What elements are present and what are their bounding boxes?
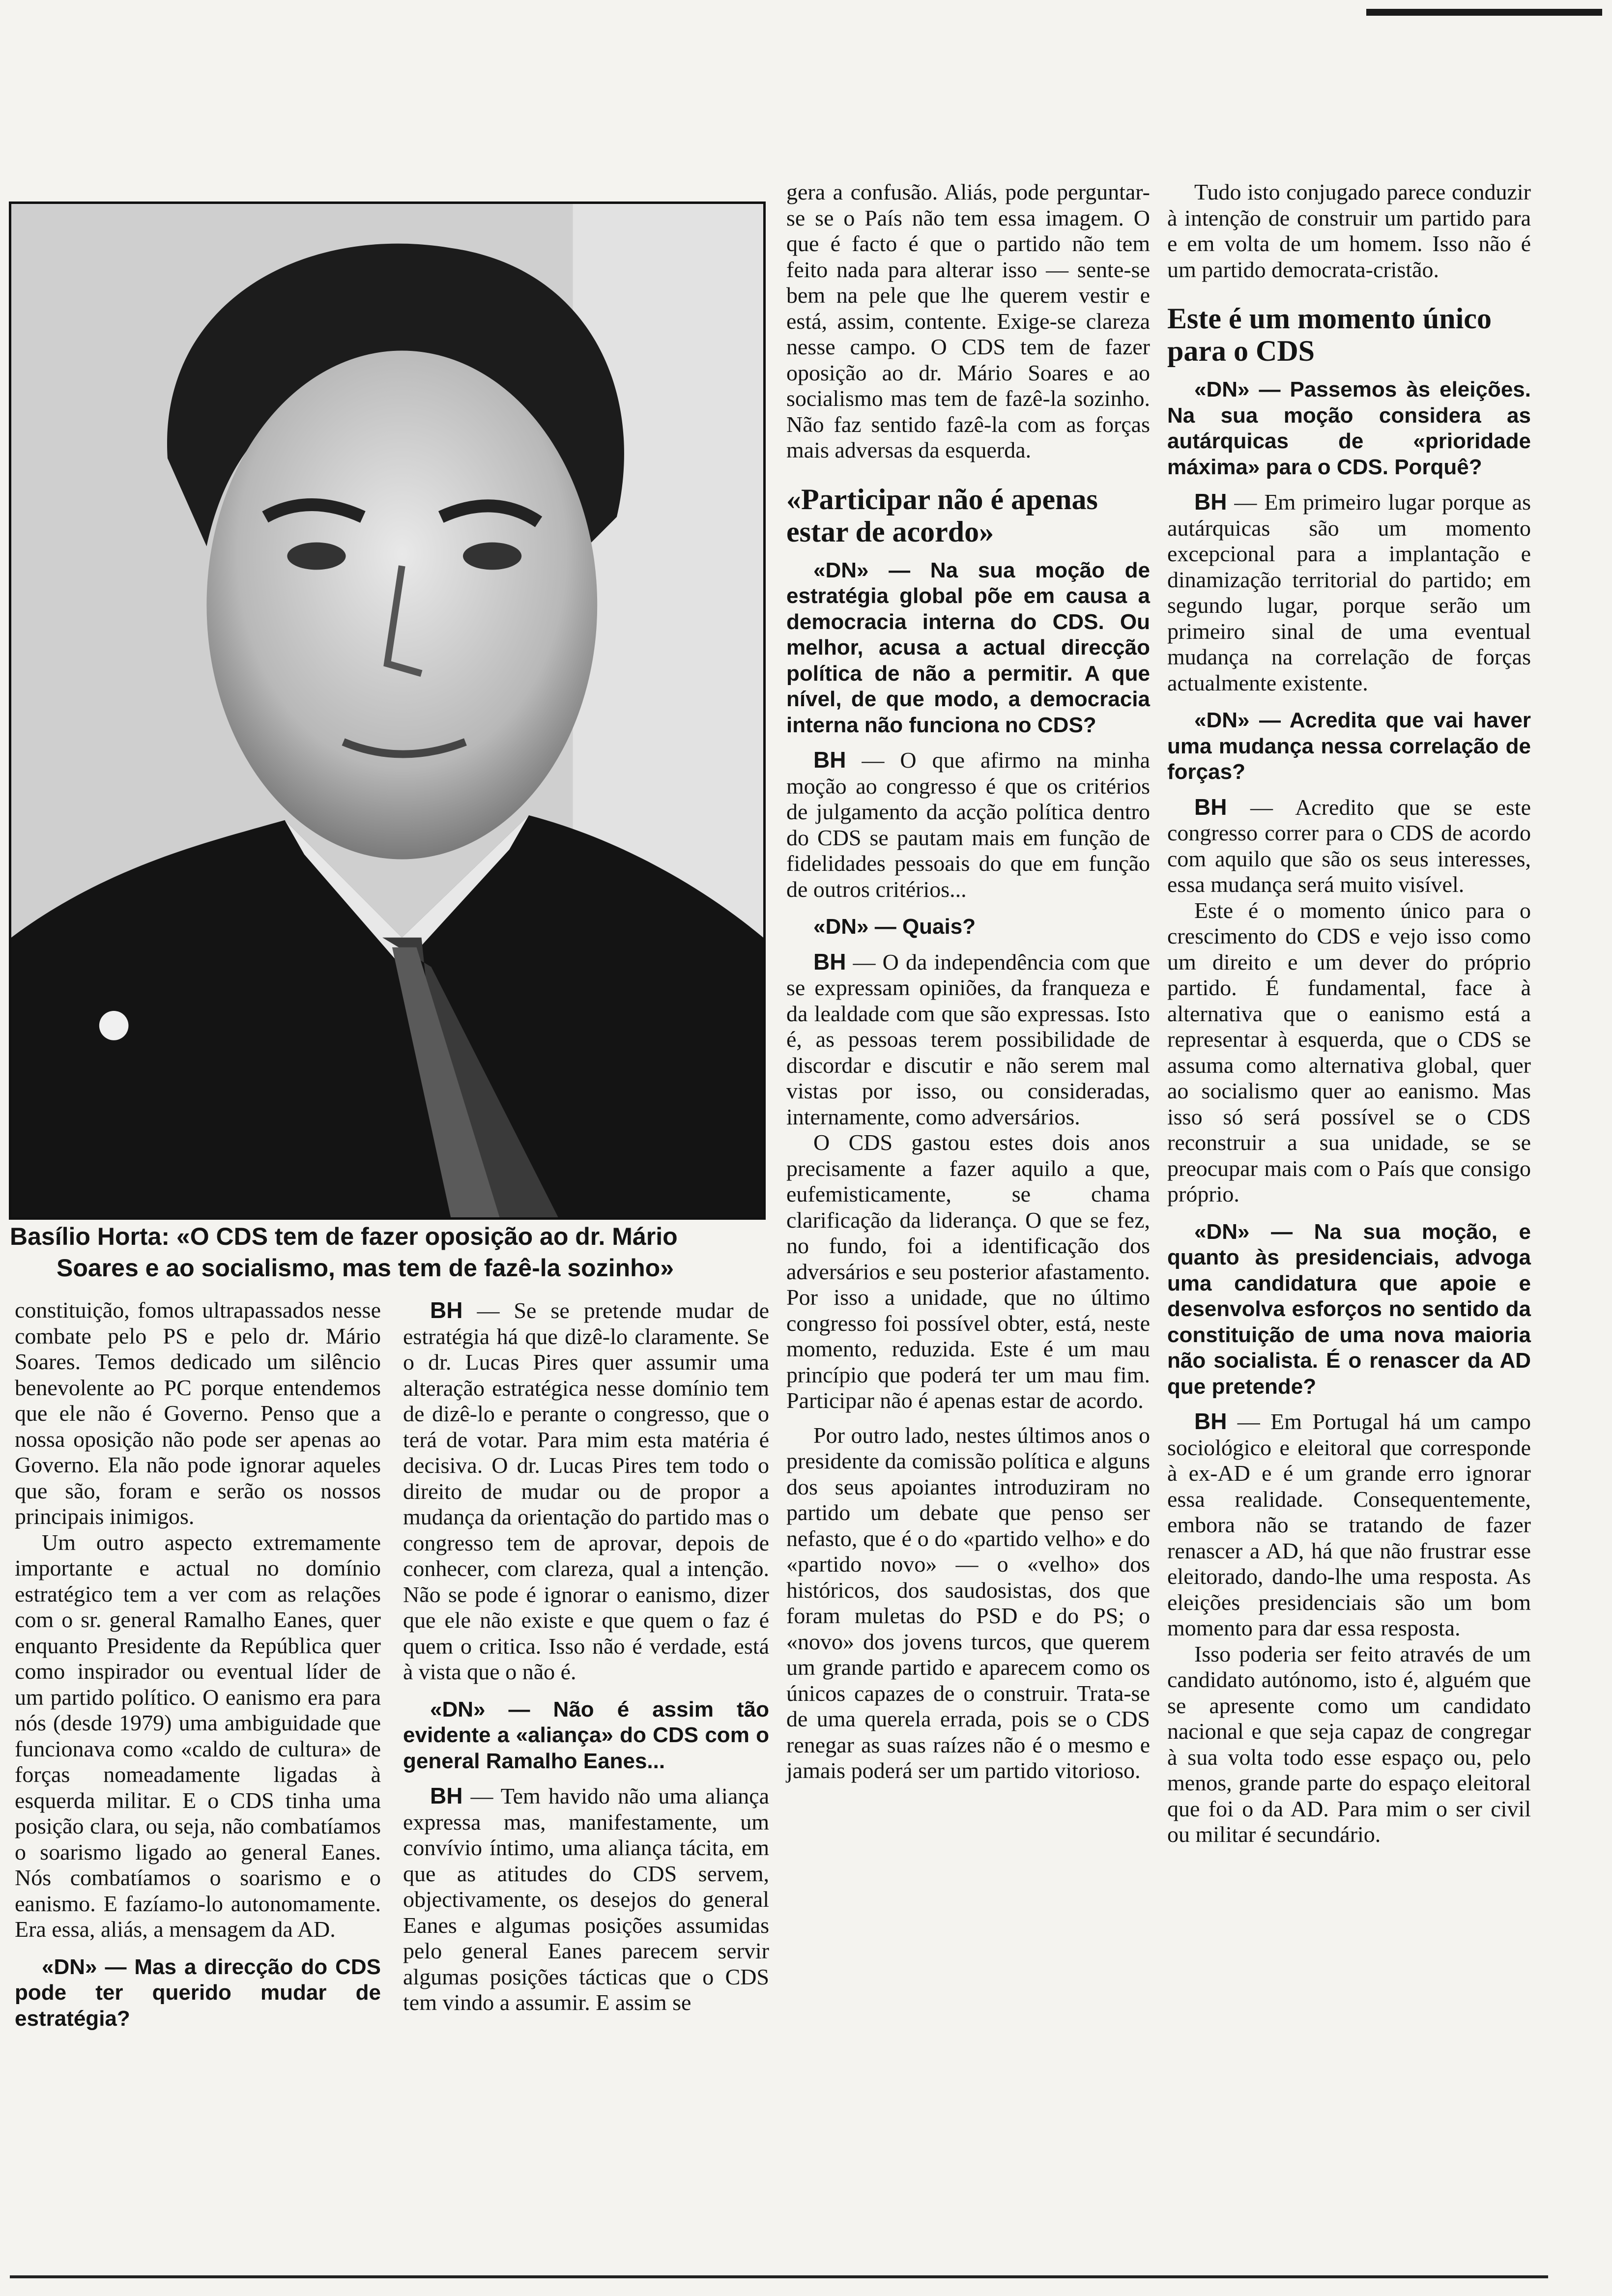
answer-text: — O que afirmo na minha moção ao congresso é que os critérios de julgamento da acção política dentro do CDS se pautam mais em função de fidelidades pessoais do que em função de outros critérios... [786, 747, 1150, 902]
paragraph: gera a confusão. Aliás, pode perguntar-se se o País não tem essa imagem. O que é facto é que o partido não tem feito nada para alterar isso — sente-se bem na pele que lhe querem vestir e está, assim, contente. Exige-se clareza nesse campo. O CDS tem de fazer oposição ao dr. Mário Soares e ao socialismo mas tem de fazê-la sozinho. Não faz sentido fazê-la com as forças mais adversas da esquerda. [786, 179, 1150, 462]
section-heading: Este é um momento único para o CDS [1167, 302, 1492, 367]
caption-line-2: Soares e ao socialismo, mas tem de fazê-la sozinho» [57, 1254, 674, 1282]
interview-answer [786, 747, 1150, 902]
top-rule [1366, 9, 1602, 16]
paragraph: O CDS gastou estes dois anos precisamente a fazer aquilo a que, eufemisticamente, se chama clarificação da liderança. O que se fez, no fundo, foi a identificação dos adversários e seu posterior afastamento. Por isso a unidade, que no último congresso foi possível obter, está, neste momento, reduzida. Este é um mau princípio que poderá ter um mau fim. Participar não é apenas estar de acordo. [786, 1130, 1150, 1413]
interview-answer [403, 1783, 769, 2016]
interview-answer [1167, 1408, 1531, 1641]
speaker-label: BH [813, 747, 846, 773]
interview-question: «DN» — Quais? [813, 915, 976, 939]
interview-question: «DN» — Acredita que vai haver uma mudança nessa correlação de forças? [1167, 708, 1531, 784]
interview-question: «DN» — Na sua moção, e quanto às presidenciais, advoga uma candidatura que apoie e desenvolva esforços no sentido da constituição de uma nova maioria não socialista. É o renascer da AD que pretende? [1167, 1219, 1531, 1399]
paragraph: constituição, fomos ultrapassados nesse combate pelo PS e pelo dr. Mário Soares. Temos dedicado um silêncio benevolente ao PC porque entendemos que ele não é Governo. Penso que a nossa oposição não pode ser apenas ao Governo. Ela não pode ignorar aqueles que são, foram e serão os nossos principais inimigos. [15, 1297, 381, 1529]
portrait-illustration [11, 204, 763, 1217]
interview-answer [1167, 489, 1531, 696]
bottom-rule [10, 2275, 1548, 2278]
answer-text: — Em primeiro lugar porque as autárquicas são um momento excepcional para a implantação e dinamização territorial do partido; em segundo lugar, porque serão um primeiro sinal de uma eventual mudança na correlação de forças actualmente existente. [1167, 489, 1531, 695]
paragraph: Isso poderia ser feito através de um candidato autónomo, isto é, alguém que se apresente como um candidato nacional e que seja capaz de congregar à sua volta todo esse espaço ou, pelo menos, grande parte do espaço eleitoral que foi o da AD. Para mim o ser civil ou militar é secundário. [1167, 1641, 1531, 1847]
column-1 [15, 1297, 381, 2032]
speaker-label: BH [430, 1297, 463, 1323]
answer-text: — O da independência com que se expressam opiniões, da franqueza e da lealdade com que são expressas. Isto é, as pessoas terem possibilidade de discordar e discutir e não serem mal vistas por isso, ou consideradas, internamente, como adversários. [786, 949, 1150, 1129]
paragraph: Um outro aspecto extremamente importante e actual no domínio estratégico tem a ver com as relações com o sr. general Ramalho Eanes, quer enquanto Presidente da República quer como inspirador ou eventual líder de um partido político. O eanismo era para nós (desde 1979) uma ambiguidade que funcionava como «caldo de cultura» de forças nomeadamente ligadas à esquerda militar. E o CDS tinha uma posição clara, ou seja, não combatíamos o soarismo ligado ao general Eanes. Nós combatíamos o soarismo e o eanismo. E fazíamo-lo autonomamente. Era essa, aliás, a mensagem da AD. [15, 1529, 381, 1942]
interview-answer [1167, 794, 1531, 898]
answer-text: — Acredito que se este congresso correr para o CDS de acordo com aquilo que são os seus interesses, essa mudança será muito visível. [1167, 794, 1531, 897]
paragraph: Por outro lado, nestes últimos anos o presidente da comissão política e alguns dos seus apoiantes introduziram no partido um debate que penso ser nefasto, que é o do «partido velho» e do «partido novo» — o «velho» dos históricos, dos saudosistas, dos que foram muletas do PSD e do PS; o «novo» dos jovens turcos, que querem um grande partido e aparecem como os únicos capazes de o construir. Trata-se de uma querela errada, pois se o CDS renegar as suas raízes não é o mesmo e jamais poderá ser um partido vitorioso. [786, 1422, 1150, 1783]
speaker-label: BH [1194, 1408, 1227, 1434]
interview-answer [403, 1297, 769, 1685]
column-3 [786, 179, 1150, 1784]
answer-text: — Tem havido não uma aliança expressa mas, manifestamente, um convívio íntimo, uma aliança tácita, em que as atitudes do CDS servem, objectivamente, os desejos do general Eanes e algumas posições assumidas pelo general Eanes parecem servir algumas posições tácticas que o CDS tem vindo a assumir. E assim se [403, 1783, 769, 2015]
speaker-label: BH [1194, 794, 1227, 820]
paragraph: Tudo isto conjugado parece conduzir à intenção de construir um partido para e em volta de um homem. Isso não é um partido democrata-cristão. [1167, 179, 1531, 282]
interview-question: «DN» — Mas a direcção do CDS pode ter querido mudar de estratégia? [15, 1954, 381, 2031]
interview-question: «DN» — Não é assim tão evidente a «aliança» do CDS com o general Ramalho Eanes... [403, 1697, 769, 1773]
column-4 [1167, 179, 1531, 1848]
speaker-label: BH [1194, 489, 1227, 515]
answer-text: — Se se pretende mudar de estratégia há que dizê-lo claramente. Se o dr. Lucas Pires quer assumir uma alteração estratégica nesse domínio tem de dizê-lo e perante o congresso, que o terá de votar. Para mim esta matéria é decisiva. O dr. Lucas Pires tem todo o direito de mudar ou de propor a mudança da orientação do partido mas o congresso tem de aprovar, depois de conhecer, com clareza, qual a intenção. Não se pode é ignorar o eanismo, dizer que ele não existe e que quem o faz é quem o critica. Isso não é verdade, está à vista que o não é. [403, 1298, 769, 1684]
speaker-label: BH [430, 1783, 463, 1808]
paragraph: Este é o momento único para o crescimento do CDS e vejo isso como um direito e um dever do próprio partido. É fundamental, face à alternativa que o eanismo está a representar à esquerda, que o CDS se assuma como alternativa global, quer ao socialismo quer ao eanismo. Mas isso só será possível se o CDS reconstruir a sua unidade, se se preocupar mais com o País que consigo próprio. [1167, 897, 1531, 1206]
interview-question: «DN» — Passemos às eleições. Na sua moção considera as autárquicas de «prioridade máxima» para o CDS. Porquê? [1167, 377, 1531, 479]
caption-line-1: Basílio Horta: «O CDS tem de fazer oposição ao dr. Mário [10, 1223, 678, 1250]
interview-answer [786, 949, 1150, 1130]
photo-caption [10, 1221, 767, 1284]
interview-question: «DN» — Na sua moção de estratégia global põe em causa a democracia interna do CDS. Ou melhor, acusa a actual direcção política de não a permitir. A que nível, de que modo, a democracia interna não funciona no CDS? [786, 558, 1150, 737]
answer-text: — Em Portugal há um campo sociológico e eleitoral que corresponde à ex-AD e é um grande erro ignorar essa realidade. Consequentemente, embora não se tratando de fazer renascer a AD, há que não frustrar esse eleitorado, dando-lhe uma resposta. As eleições presidenciais são um bom momento para dar essa resposta. [1167, 1409, 1531, 1640]
section-heading: «Participar não é apenas estar de acordo» [786, 483, 1098, 548]
speaker-label: BH [813, 948, 846, 975]
portrait-photo [9, 201, 766, 1220]
column-2 [403, 1297, 769, 2016]
